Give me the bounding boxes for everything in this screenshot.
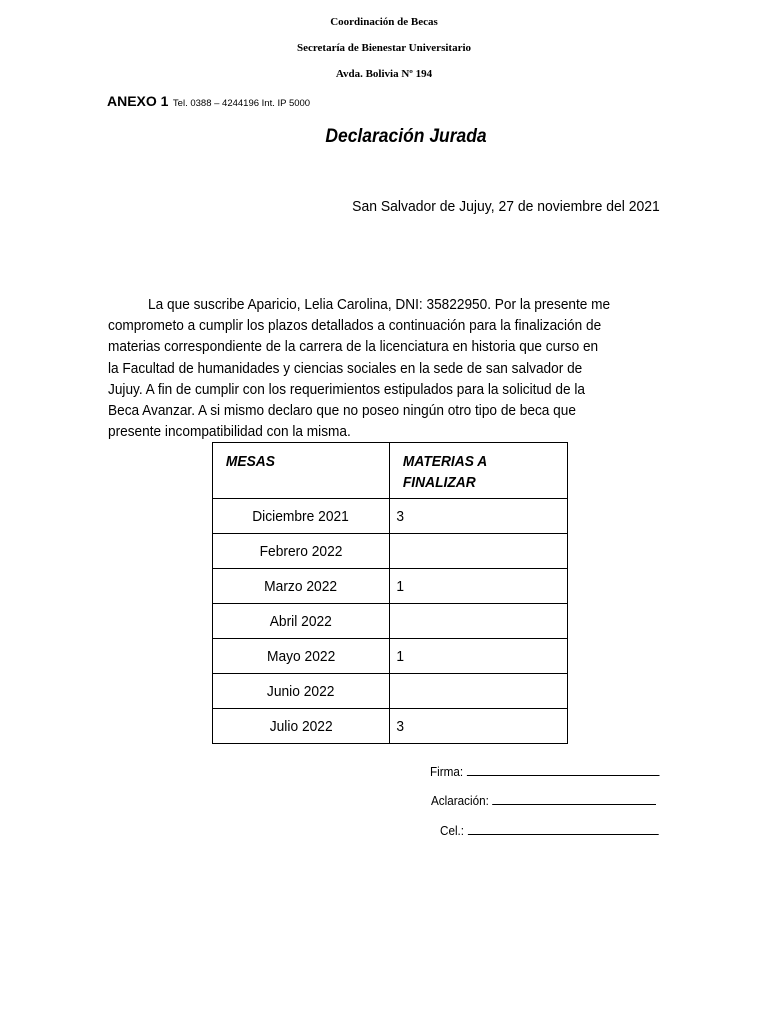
table-row	[213, 639, 568, 674]
materias-cell: 3	[390, 499, 568, 534]
table-row	[213, 499, 568, 534]
header-address: Avda. Bolivia Nº 194	[335, 68, 433, 80]
firma-label: Firma:	[430, 764, 464, 779]
body-line: Beca Avanzar. A si mismo declaro que no poseo ningún otro tipo de beca que	[108, 402, 576, 420]
mesa-cell: Junio 2022	[213, 674, 390, 709]
annex-line	[107, 93, 310, 111]
materias-cell: 3	[390, 709, 568, 744]
body-line: la Facultad de humanidades y ciencias sociales en la sede de san salvador de	[108, 359, 583, 377]
signature-aclaracion	[431, 792, 656, 808]
header-materias: MATERIAS A FINALIZAR	[390, 443, 568, 499]
header-secretaria: Secretaría de Bienestar Universitario	[296, 42, 472, 54]
mesa-cell: Diciembre 2021	[213, 499, 390, 534]
schedule-table	[212, 442, 568, 744]
mesa-cell: Mayo 2022	[213, 639, 390, 674]
table-row	[213, 534, 568, 569]
cel-label: Cel.:	[440, 823, 465, 838]
mesa-cell: Abril 2022	[213, 604, 390, 639]
annex-phone: Tel. 0388 – 4244196 Int. IP 5000	[172, 98, 311, 109]
body-line: La que suscribe Aparicio, Lelia Carolina, DNI: 35822950. Por la presente me	[148, 296, 611, 313]
table-row	[213, 709, 568, 744]
mesa-cell: Marzo 2022	[213, 569, 390, 604]
table-header-row	[213, 443, 568, 499]
materias-cell: 1	[390, 569, 568, 604]
materias-cell	[390, 604, 568, 639]
header-mesas: MESAS	[213, 443, 390, 499]
body-line: comprometo a cumplir los plazos detallados a continuación para la finalización de	[108, 317, 602, 335]
materias-cell: 1	[390, 639, 568, 674]
firma-line	[467, 763, 660, 776]
header-coordinacion: Coordinación de Becas	[330, 16, 438, 28]
materias-cell	[390, 534, 568, 569]
body-line: Jujuy. A fin de cumplir con los requerimientos estipulados para la solicitud de la	[108, 380, 586, 398]
body-line: materias correspondiente de la carrera de la licenciatura en historia que curso en	[108, 338, 599, 356]
body-line: presente incompatibilidad con la misma.	[108, 423, 351, 441]
document-title: Declaración Jurada	[325, 126, 487, 147]
table-row	[213, 674, 568, 709]
aclaracion-line	[492, 792, 656, 805]
table-row	[213, 569, 568, 604]
annex-label: ANEXO 1	[107, 93, 169, 109]
signature-firma	[430, 763, 659, 779]
table-row	[213, 604, 568, 639]
declaration-body	[108, 294, 708, 442]
cel-line	[468, 822, 659, 835]
place-date: San Salvador de Jujuy, 27 de noviembre del 2021	[352, 198, 660, 215]
materias-cell	[390, 674, 568, 709]
aclaracion-label: Aclaración:	[431, 793, 489, 808]
mesa-cell: Febrero 2022	[213, 534, 390, 569]
signature-cel	[440, 822, 658, 838]
mesa-cell: Julio 2022	[213, 709, 390, 744]
